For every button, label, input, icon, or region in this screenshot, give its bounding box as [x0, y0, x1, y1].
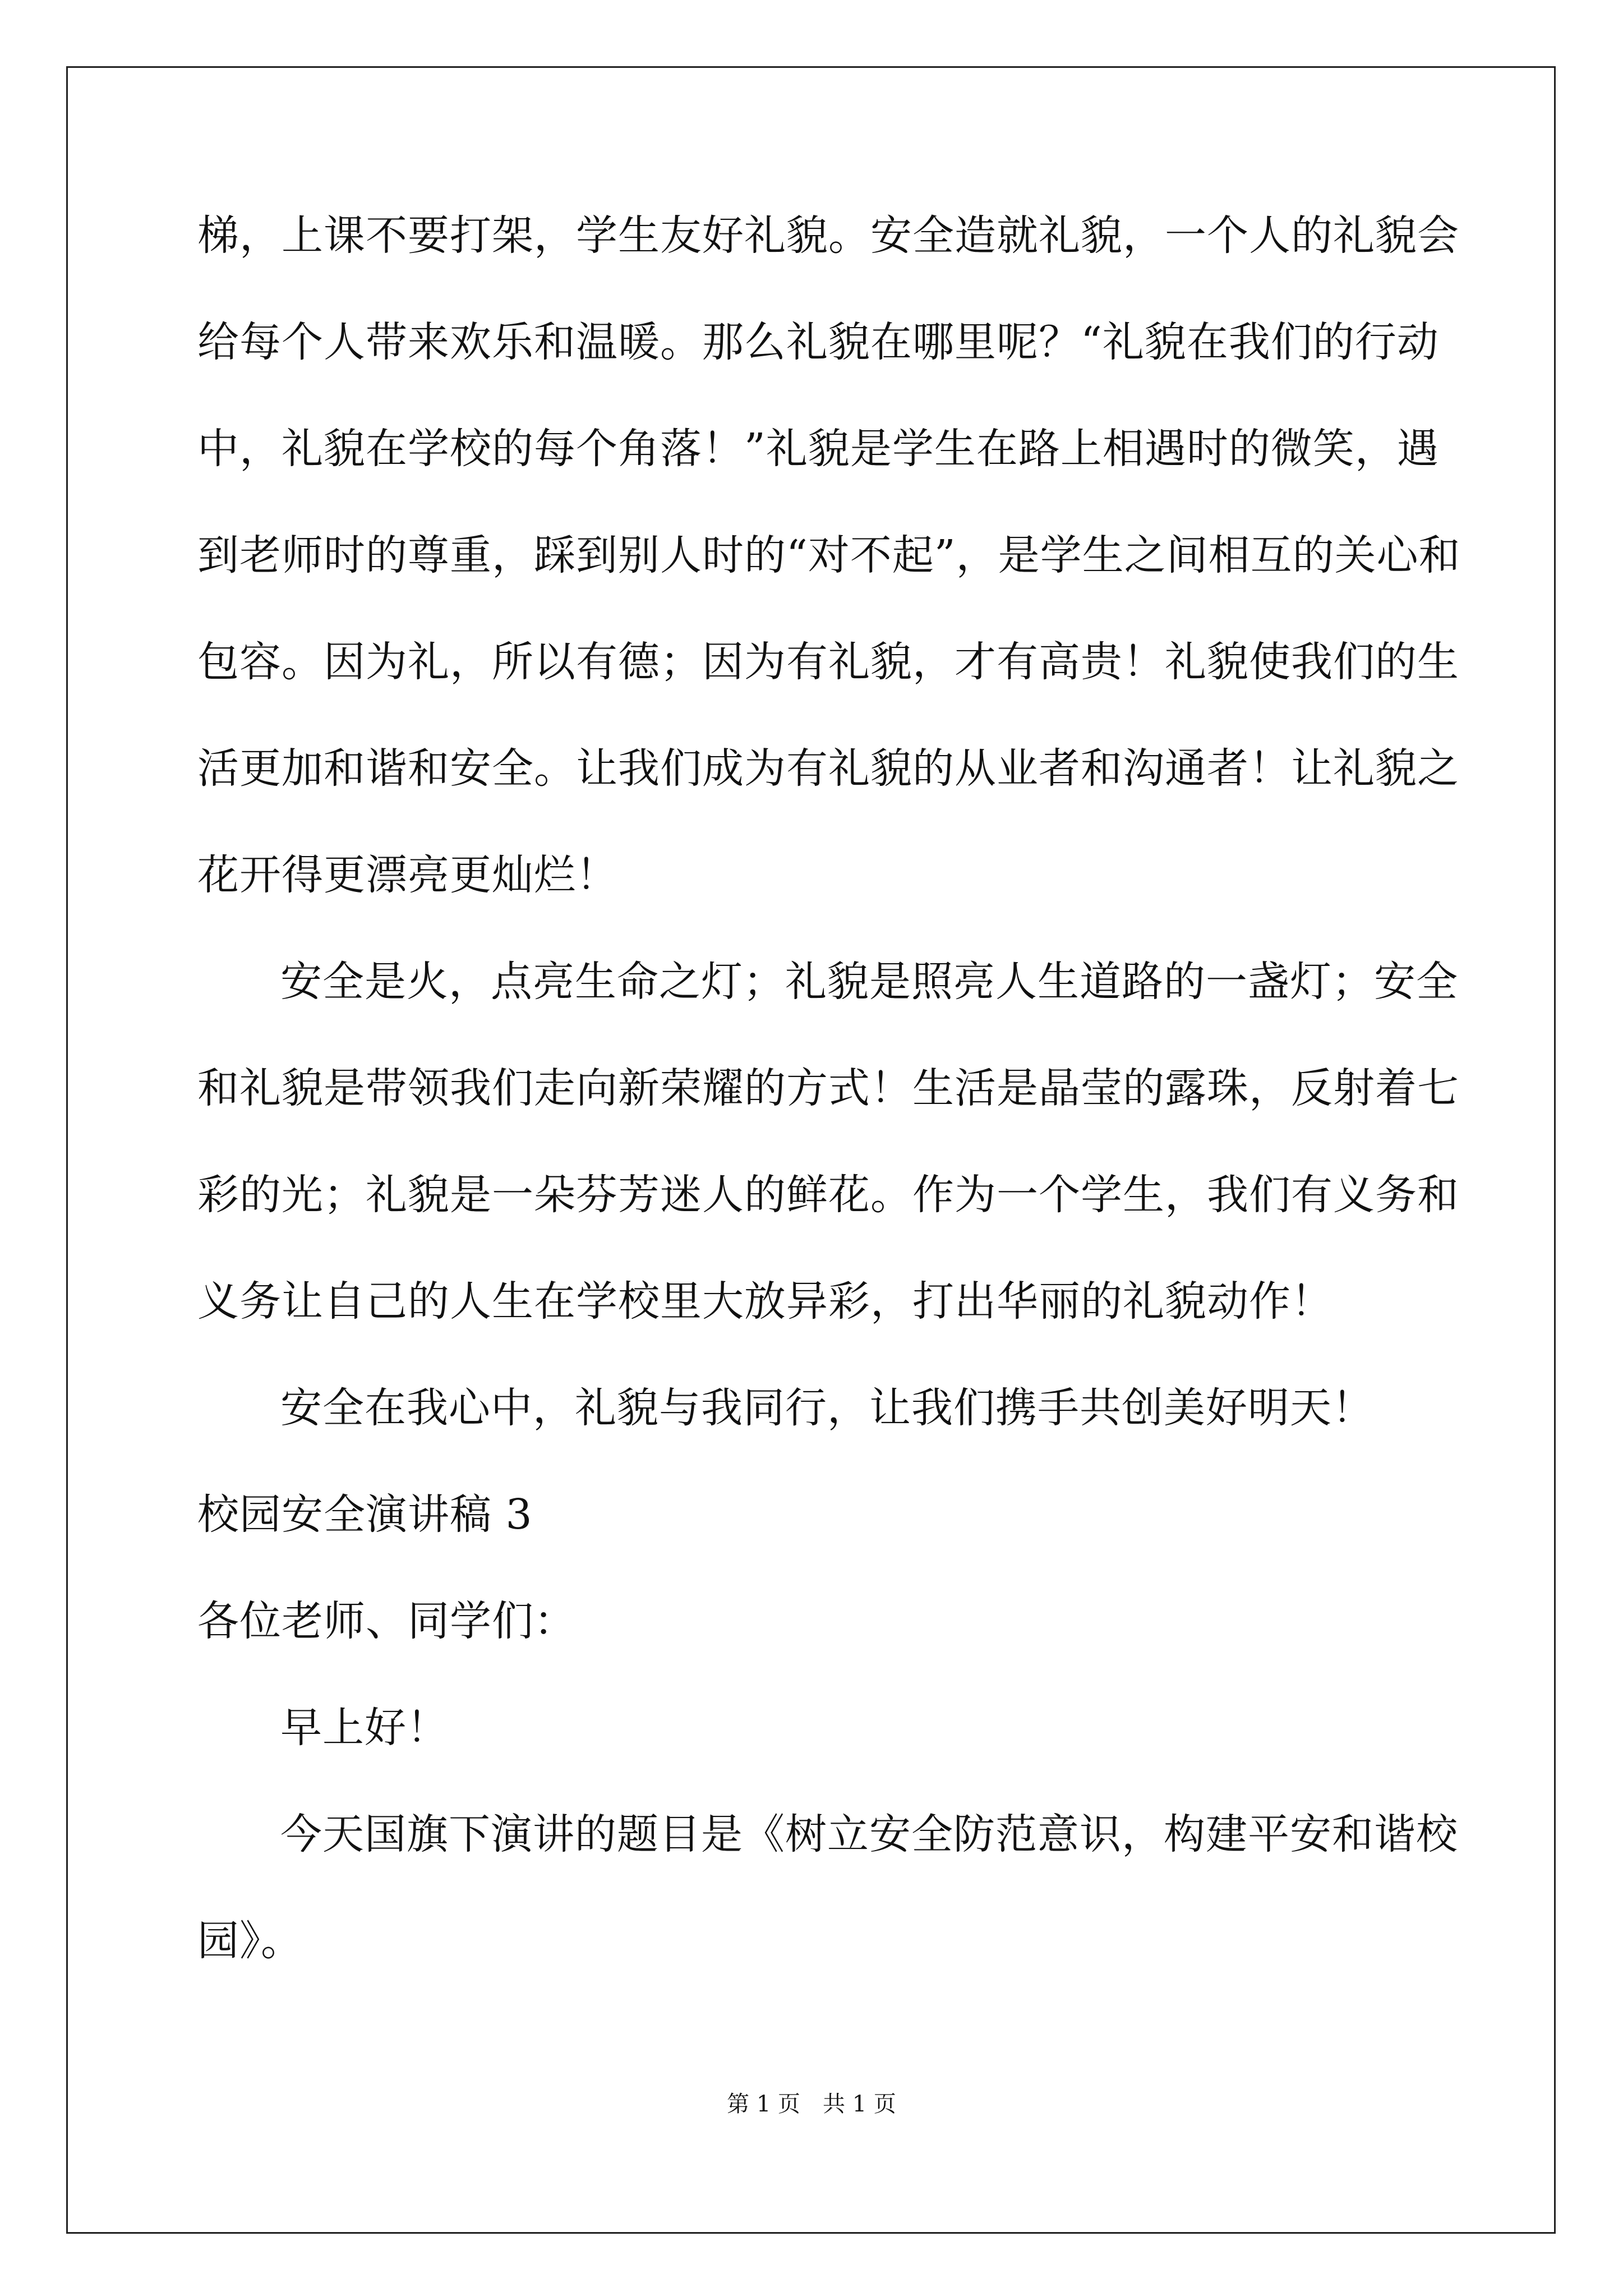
- paragraph-line: 安全是火，点亮生命之灯；礼貌是照亮人生道路的一盏灯；安全: [280, 958, 1458, 1006]
- paragraph-line: 花开得更漂亮更灿烂！: [197, 851, 618, 899]
- paragraph-line: 和礼貌是带领我们走向新荣耀的方式！生活是晶莹的露珠，反射着七: [197, 1064, 1459, 1112]
- paragraph-line: 安全在我心中，礼貌与我同行，让我们携手共创美好明天！: [280, 1384, 1374, 1432]
- paragraph-line: 中，礼貌在学校的每个角落！”礼貌是学生在路上相遇时的微笑，遇: [197, 425, 1439, 473]
- paragraph-line: 园》。: [197, 1917, 303, 1965]
- paragraph-line: 到老师时的尊重，踩到别人时的“对不起”，是学生之间相互的关心和: [197, 531, 1461, 579]
- paragraph-line: 活更加和谐和安全。让我们成为有礼貌的从业者和沟通者！让礼貌之: [197, 744, 1459, 793]
- salutation: 各位老师、同学们：: [197, 1597, 576, 1645]
- paragraph-line: 彩的光；礼貌是一朵芬芳迷人的鲜花。作为一个学生，我们有义务和: [197, 1171, 1459, 1219]
- paragraph-line: 给每个人带来欢乐和温暖。那么礼貌在哪里呢？“礼貌在我们的行动: [197, 318, 1439, 366]
- paragraph-line: 今天国旗下演讲的题目是《树立安全防范意识，构建平安和谐校: [280, 1810, 1458, 1858]
- paragraph-line: 义务让自己的人生在学校里大放异彩，打出华丽的礼貌动作！: [197, 1277, 1333, 1326]
- page-border: [66, 66, 1556, 2234]
- paragraph-line: 包容。因为礼，所以有德；因为有礼貌，才有高贵！礼貌使我们的生: [197, 638, 1459, 686]
- paragraph-line: 梯，上课不要打架，学生友好礼貌。安全造就礼貌，一个人的礼貌会: [197, 211, 1459, 260]
- section-title: 校园安全演讲稿 3: [197, 1490, 533, 1539]
- page-footer: 第 1 页 共 1 页: [727, 2091, 896, 2117]
- greeting: 早上好！: [280, 1704, 449, 1752]
